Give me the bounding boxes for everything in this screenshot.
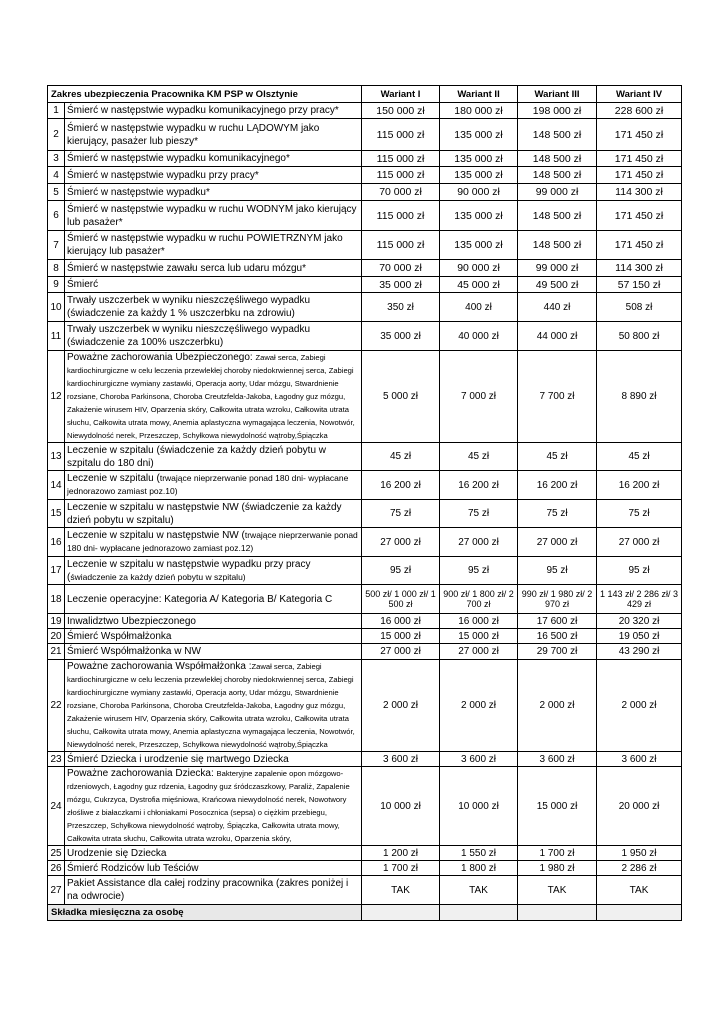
table-row — [48, 585, 682, 614]
table-row — [48, 528, 682, 557]
benefit-value-variant-2: 135 000 zł — [440, 151, 518, 167]
monthly-premium-row — [48, 905, 682, 921]
benefit-value-variant-4: 2 286 zł — [597, 861, 682, 876]
row-number: 4 — [48, 167, 65, 184]
table-row — [48, 351, 682, 443]
benefit-value-variant-3: 2 000 zł — [518, 660, 597, 752]
coverage-note: Zawał serca, Zabiegi kardiochirurgiczne w celu leczenia przewlekłej choroby niedokrwiennej serca, Zabiegi kardiochirurgiczne wymiany zastawki, Operacja aorty, Udar mózgu, Stwardnienie rozsiane, Choroba Parkinsona, Choroba Creutzfelda-Jakoba, Łagodny guz mózgu, Zakażenie wirusem HIV, Oparzenia skóry, Całkowita utrata wzroku, Całkowita utrata słuchu, Całkowita utrata mowy, Anemia aplastyczna wymagająca leczenia, Nowotwór, Niewydolność nerek, Przeszczep, Schyłkowa niewydolność wątroby,Śpiączka — [67, 353, 355, 440]
benefit-value-variant-1: 16 000 zł — [362, 614, 440, 629]
benefit-value-variant-3: 16 200 zł — [518, 471, 597, 500]
coverage-description — [65, 231, 362, 260]
row-number: 24 — [48, 767, 65, 846]
table-row — [48, 471, 682, 500]
row-number: 26 — [48, 861, 65, 876]
table-row — [48, 500, 682, 528]
coverage-description — [65, 293, 362, 322]
benefit-value-variant-3: 148 500 zł — [518, 201, 597, 231]
coverage-name: Śmierć w następstwie wypadku w ruchu LĄDOWYM jako kierujący, pasażer lub pieszy* — [67, 122, 320, 147]
benefit-value-variant-1: 75 zł — [362, 500, 440, 528]
benefit-value-variant-3: 440 zł — [518, 293, 597, 322]
coverage-description — [65, 351, 362, 443]
coverage-description — [65, 167, 362, 184]
coverage-name: Poważne zachorowania Współmałżonka : — [67, 661, 252, 672]
column-header-variant-1: Wariant I — [362, 86, 440, 103]
benefit-value-variant-4: 171 450 zł — [597, 201, 682, 231]
coverage-name: Leczenie w szpitalu w następstwie NW (świadczenie za każdy dzień pobytu w szpitalu) — [67, 501, 342, 526]
benefit-value-variant-3: 49 500 zł — [518, 277, 597, 293]
benefit-value-variant-3: 7 700 zł — [518, 351, 597, 443]
benefit-value-variant-3: 1 700 zł — [518, 846, 597, 861]
benefit-value-variant-2: 135 000 zł — [440, 167, 518, 184]
row-number: 23 — [48, 752, 65, 767]
benefit-value-variant-2: 15 000 zł — [440, 629, 518, 644]
benefit-value-variant-2: 40 000 zł — [440, 322, 518, 351]
table-row — [48, 752, 682, 767]
benefit-value-variant-1: 95 zł — [362, 557, 440, 585]
benefit-value-variant-4: 508 zł — [597, 293, 682, 322]
row-number: 16 — [48, 528, 65, 557]
benefit-value-variant-1: 5 000 zł — [362, 351, 440, 443]
benefit-value-variant-1: 150 000 zł — [362, 103, 440, 119]
benefit-value-variant-1: 115 000 zł — [362, 167, 440, 184]
row-number: 7 — [48, 231, 65, 260]
benefit-value-variant-4: 19 050 zł — [597, 629, 682, 644]
coverage-note: Bakteryjne zapalenie opon mózgowo-rdzeniowych, Łagodny guz rdzenia, Łagodny guz śródczaszkowy, Paraliż, Zapalenie mózgu, Cukrzyca, Dystrofia mięśniowa, Krańcowa niewydolność nerek, Nowotwory złośliwe z białaczkami i chłoniakami Posocznica (sepsa) o ciężkim przebiegu, Przeszczep, Schyłkowa niewydolność wątroby, Śpiączka, Całkowita utrata mowy, Całkowita utrata słuchu, Całkowita utrata wzroku, Oparzenia skóry, — [67, 769, 350, 843]
coverage-name: Śmierć Rodziców lub Teściów — [67, 862, 199, 874]
benefit-value-variant-2: 16 000 zł — [440, 614, 518, 629]
table-row — [48, 260, 682, 277]
column-header-variant-2: Wariant II — [440, 86, 518, 103]
row-number: 20 — [48, 629, 65, 644]
coverage-name: Śmierć w następstwie zawału serca lub udaru mózgu* — [67, 262, 306, 274]
row-number: 13 — [48, 443, 65, 471]
benefit-value-variant-1: 70 000 zł — [362, 184, 440, 201]
coverage-description — [65, 767, 362, 846]
coverage-description — [65, 103, 362, 119]
coverage-name: Śmierć w następstwie wypadku w ruchu POWIETRZNYM jako kierujący lub pasażer* — [67, 233, 343, 257]
table-body — [48, 103, 682, 905]
benefit-value-variant-1: 27 000 zł — [362, 644, 440, 660]
coverage-description — [65, 557, 362, 585]
benefit-value-variant-4: 20 000 zł — [597, 767, 682, 846]
coverage-name: Śmierć Współmałżonka w NW — [67, 646, 201, 657]
benefit-value-variant-4: 228 600 zł — [597, 103, 682, 119]
benefit-value-variant-1: 115 000 zł — [362, 151, 440, 167]
row-number: 9 — [48, 277, 65, 293]
benefit-value-variant-1: 500 zł/ 1 000 zł/ 1 500 zł — [362, 585, 440, 614]
benefit-value-variant-3: TAK — [518, 876, 597, 905]
row-number: 12 — [48, 351, 65, 443]
benefit-value-variant-3: 45 zł — [518, 443, 597, 471]
benefit-value-variant-2: 90 000 zł — [440, 184, 518, 201]
table-header-row — [48, 86, 682, 103]
benefit-value-variant-1: 27 000 zł — [362, 528, 440, 557]
row-number: 18 — [48, 585, 65, 614]
coverage-table — [47, 85, 682, 921]
benefit-value-variant-2: 16 200 zł — [440, 471, 518, 500]
table-row — [48, 660, 682, 752]
table-row — [48, 277, 682, 293]
coverage-note: trwające nieprzerwanie ponad 180 dni- wypłacane jednorazowo zamiast poz.12) — [67, 530, 358, 553]
benefit-value-variant-4: 95 zł — [597, 557, 682, 585]
premium-cell-variant-3 — [518, 905, 597, 921]
table-row — [48, 557, 682, 585]
coverage-description — [65, 861, 362, 876]
benefit-value-variant-3: 27 000 zł — [518, 528, 597, 557]
coverage-description — [65, 614, 362, 629]
benefit-value-variant-2: 10 000 zł — [440, 767, 518, 846]
benefit-value-variant-4: 2 000 zł — [597, 660, 682, 752]
coverage-name: Śmierć Współmałżonka — [67, 630, 172, 642]
benefit-value-variant-4: 1 950 zł — [597, 846, 682, 861]
benefit-value-variant-1: 2 000 zł — [362, 660, 440, 752]
coverage-note: trwające nieprzerwanie ponad 180 dni- wypłacane jednorazowo zamiast poz.10) — [67, 473, 349, 496]
benefit-value-variant-1: 1 200 zł — [362, 846, 440, 861]
benefit-value-variant-2: 180 000 zł — [440, 103, 518, 119]
coverage-note: świadczenie za każdy dzień pobytu w szpitalu) — [70, 571, 246, 582]
coverage-description — [65, 471, 362, 500]
coverage-description — [65, 644, 362, 660]
benefit-value-variant-1: 45 zł — [362, 443, 440, 471]
row-number: 15 — [48, 500, 65, 528]
column-header-variant-3: Wariant III — [518, 86, 597, 103]
coverage-description — [65, 119, 362, 151]
benefit-value-variant-2: 135 000 zł — [440, 201, 518, 231]
benefit-value-variant-4: 75 zł — [597, 500, 682, 528]
benefit-value-variant-1: 15 000 zł — [362, 629, 440, 644]
benefit-value-variant-2: 7 000 zł — [440, 351, 518, 443]
benefit-value-variant-2: 45 000 zł — [440, 277, 518, 293]
table-row — [48, 201, 682, 231]
coverage-description — [65, 876, 362, 905]
benefit-value-variant-2: 45 zł — [440, 443, 518, 471]
row-number: 8 — [48, 260, 65, 277]
row-number: 5 — [48, 184, 65, 201]
coverage-description — [65, 846, 362, 861]
benefit-value-variant-4: 57 150 zł — [597, 277, 682, 293]
benefit-value-variant-2: 27 000 zł — [440, 528, 518, 557]
benefit-value-variant-4: 3 600 zł — [597, 752, 682, 767]
benefit-value-variant-4: TAK — [597, 876, 682, 905]
coverage-name: Inwalidztwo Ubezpieczonego — [67, 615, 196, 627]
benefit-value-variant-3: 99 000 zł — [518, 260, 597, 277]
benefit-value-variant-3: 29 700 zł — [518, 644, 597, 660]
table-row — [48, 614, 682, 629]
benefit-value-variant-2: 75 zł — [440, 500, 518, 528]
row-number: 6 — [48, 201, 65, 231]
benefit-value-variant-2: 1 550 zł — [440, 846, 518, 861]
benefit-value-variant-4: 114 300 zł — [597, 184, 682, 201]
row-number: 2 — [48, 119, 65, 151]
table-row — [48, 846, 682, 861]
table-row — [48, 322, 682, 351]
benefit-value-variant-4: 16 200 zł — [597, 471, 682, 500]
benefit-value-variant-2: 3 600 zł — [440, 752, 518, 767]
benefit-value-variant-4: 171 450 zł — [597, 231, 682, 260]
row-number: 3 — [48, 151, 65, 167]
benefit-value-variant-2: 27 000 zł — [440, 644, 518, 660]
table-title: Zakres ubezpieczenia Pracownika KM PSP w Olsztynie — [48, 86, 362, 103]
monthly-premium-label: Składka miesięczna za osobę — [48, 905, 362, 921]
coverage-name: Śmierć w następstwie wypadku komunikacyjnego* — [67, 153, 290, 164]
benefit-value-variant-3: 148 500 zł — [518, 151, 597, 167]
benefit-value-variant-3: 44 000 zł — [518, 322, 597, 351]
row-number: 11 — [48, 322, 65, 351]
coverage-description — [65, 585, 362, 614]
benefit-value-variant-2: 90 000 zł — [440, 260, 518, 277]
benefit-value-variant-3: 3 600 zł — [518, 752, 597, 767]
benefit-value-variant-3: 16 500 zł — [518, 629, 597, 644]
benefit-value-variant-2: 95 zł — [440, 557, 518, 585]
coverage-name: Leczenie w szpitalu w następstwie NW ( — [67, 530, 245, 541]
coverage-description — [65, 500, 362, 528]
coverage-name: Trwały uszczerbek w wyniku nieszczęśliwego wypadku (świadczenie za każdy 1 % uszczerbku na zdrowiu) — [67, 295, 311, 319]
table-row — [48, 767, 682, 846]
benefit-value-variant-4: 171 450 zł — [597, 119, 682, 151]
coverage-description — [65, 201, 362, 231]
benefit-value-variant-1: 35 000 zł — [362, 322, 440, 351]
column-header-variant-4: Wariant IV — [597, 86, 682, 103]
table-row — [48, 443, 682, 471]
benefit-value-variant-4: 8 890 zł — [597, 351, 682, 443]
benefit-value-variant-1: 70 000 zł — [362, 260, 440, 277]
premium-cell-variant-2 — [440, 905, 518, 921]
benefit-value-variant-2: 2 000 zł — [440, 660, 518, 752]
coverage-description — [65, 322, 362, 351]
coverage-note: Zawał serca, Zabiegi kardiochirurgiczne w celu leczenia przewlekłej choroby niedokrwiennej serca, Zabiegi kardiochirurgiczne wymiany zastawki, Operacja aorty, Udar mózgu, Stwardnienie rozsiane, Choroba Parkinsona, Choroba Creutzfelda-Jakoba, Łagodny guz mózgu, Zakażenie wirusem HIV, Oparzenia skóry, Całkowita utrata wzroku, Całkowita utrata słuchu, Całkowita utrata mowy, Anemia aplastyczna wymagająca leczenia, Nowotwór, Niewydolność nerek, Przeszczep, Schyłkowa niewydolność wątroby,Śpiączka — [67, 662, 355, 749]
benefit-value-variant-3: 148 500 zł — [518, 231, 597, 260]
benefit-value-variant-1: 350 zł — [362, 293, 440, 322]
benefit-value-variant-4: 45 zł — [597, 443, 682, 471]
coverage-description — [65, 528, 362, 557]
benefit-value-variant-1: 1 700 zł — [362, 861, 440, 876]
table-row — [48, 119, 682, 151]
row-number: 10 — [48, 293, 65, 322]
benefit-value-variant-3: 990 zł/ 1 980 zł/ 2 970 zł — [518, 585, 597, 614]
row-number: 25 — [48, 846, 65, 861]
coverage-description — [65, 443, 362, 471]
benefit-value-variant-4: 114 300 zł — [597, 260, 682, 277]
benefit-value-variant-1: 35 000 zł — [362, 277, 440, 293]
coverage-name: Śmierć w następstwie wypadku komunikacyjnego przy pracy* — [67, 105, 339, 116]
benefit-value-variant-3: 15 000 zł — [518, 767, 597, 846]
benefit-value-variant-4: 171 450 zł — [597, 151, 682, 167]
benefit-value-variant-3: 99 000 zł — [518, 184, 597, 201]
benefit-value-variant-3: 17 600 zł — [518, 614, 597, 629]
coverage-name: Leczenie w szpitalu w następstwie wypadku przy pracy ( — [67, 558, 311, 583]
table-row — [48, 184, 682, 201]
benefit-value-variant-3: 75 zł — [518, 500, 597, 528]
benefit-value-variant-4: 43 290 zł — [597, 644, 682, 660]
benefit-value-variant-3: 95 zł — [518, 557, 597, 585]
coverage-description — [65, 277, 362, 293]
table-row — [48, 167, 682, 184]
coverage-description — [65, 752, 362, 767]
table-row — [48, 293, 682, 322]
coverage-description — [65, 629, 362, 644]
coverage-name: Śmierć — [67, 279, 99, 290]
benefit-value-variant-4: 20 320 zł — [597, 614, 682, 629]
benefit-value-variant-2: 900 zł/ 1 800 zł/ 2 700 zł — [440, 585, 518, 614]
benefit-value-variant-1: TAK — [362, 876, 440, 905]
row-number: 14 — [48, 471, 65, 500]
coverage-name: Śmierć w następstwie wypadku w ruchu WODNYM jako kierujący lub pasażer* — [67, 203, 357, 228]
benefit-value-variant-1: 10 000 zł — [362, 767, 440, 846]
coverage-name: Leczenie w szpitalu ( — [67, 473, 160, 484]
row-number: 27 — [48, 876, 65, 905]
benefit-value-variant-2: 400 zł — [440, 293, 518, 322]
coverage-name: Pakiet Assistance dla całej rodziny pracownika (zakres poniżej i na odwrocie) — [67, 878, 349, 902]
premium-cell-variant-4 — [597, 905, 682, 921]
benefit-value-variant-3: 1 980 zł — [518, 861, 597, 876]
benefit-value-variant-1: 3 600 zł — [362, 752, 440, 767]
table-row — [48, 644, 682, 660]
table-row — [48, 231, 682, 260]
benefit-value-variant-4: 1 143 zł/ 2 286 zł/ 3 429 zł — [597, 585, 682, 614]
benefit-value-variant-3: 148 500 zł — [518, 119, 597, 151]
benefit-value-variant-4: 171 450 zł — [597, 167, 682, 184]
coverage-description — [65, 660, 362, 752]
coverage-name: Poważne zachorowania Dziecka: — [67, 768, 217, 779]
benefit-value-variant-2: 135 000 zł — [440, 119, 518, 151]
benefit-value-variant-1: 115 000 zł — [362, 231, 440, 260]
table-row — [48, 103, 682, 119]
table-row — [48, 629, 682, 644]
coverage-description — [65, 260, 362, 277]
row-number: 1 — [48, 103, 65, 119]
benefit-value-variant-3: 198 000 zł — [518, 103, 597, 119]
row-number: 22 — [48, 660, 65, 752]
coverage-name: Leczenie operacyjne: Kategoria A/ Kategoria B/ Kategoria C — [67, 593, 333, 605]
benefit-value-variant-4: 50 800 zł — [597, 322, 682, 351]
coverage-description — [65, 151, 362, 167]
benefit-value-variant-2: 1 800 zł — [440, 861, 518, 876]
coverage-name: Śmierć Dziecka i urodzenie się martwego Dziecka — [67, 753, 289, 765]
coverage-name: Urodzenie się Dziecka — [67, 847, 167, 859]
benefit-value-variant-2: TAK — [440, 876, 518, 905]
coverage-name: Śmierć w następstwie wypadku przy pracy* — [67, 169, 259, 181]
benefit-value-variant-1: 115 000 zł — [362, 119, 440, 151]
row-number: 21 — [48, 644, 65, 660]
row-number: 19 — [48, 614, 65, 629]
coverage-name: Śmierć w następstwie wypadku* — [67, 186, 210, 198]
benefit-value-variant-2: 135 000 zł — [440, 231, 518, 260]
coverage-name: Poważne zachorowania Ubezpieczonego: — [67, 352, 256, 363]
table-row — [48, 861, 682, 876]
coverage-name: Trwały uszczerbek w wyniku nieszczęśliwego wypadku (świadczenie za 100% uszczerbku) — [67, 324, 311, 348]
coverage-name: Leczenie w szpitalu (świadczenie za każdy dzień pobytu w szpitalu do 180 dni) — [67, 444, 327, 469]
coverage-description — [65, 184, 362, 201]
insurance-coverage-document — [47, 85, 681, 921]
premium-cell-variant-1 — [362, 905, 440, 921]
table-row — [48, 151, 682, 167]
benefit-value-variant-1: 115 000 zł — [362, 201, 440, 231]
row-number: 17 — [48, 557, 65, 585]
benefit-value-variant-1: 16 200 zł — [362, 471, 440, 500]
table-row — [48, 876, 682, 905]
benefit-value-variant-4: 27 000 zł — [597, 528, 682, 557]
benefit-value-variant-3: 148 500 zł — [518, 167, 597, 184]
